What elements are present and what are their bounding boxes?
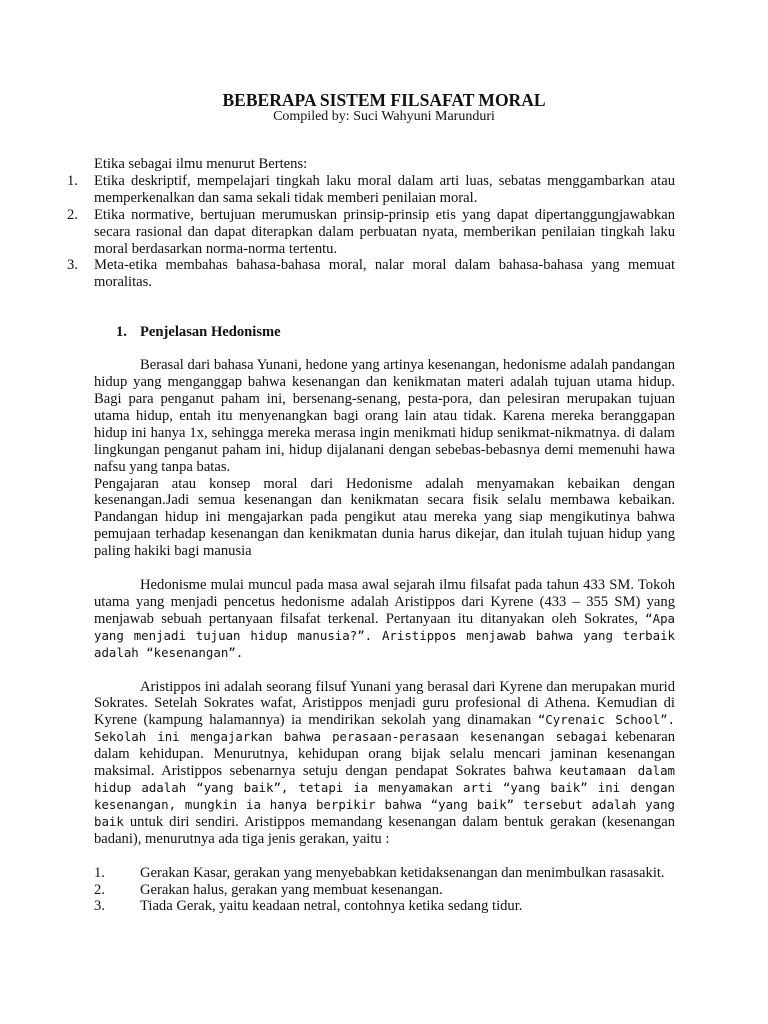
history-quote: “Apa yang menjadi tujuan hidup manusia?”. Aristippos menjawab bahwa yang terbaik adalah “kesenangan”.	[94, 610, 675, 660]
document-body	[67, 156, 676, 915]
list-text: Etika normative, bertujuan merumuskan prinsip-prinsip etis yang dapat dipertanggungjawabkan secara rasional dan dapat diterapkan dalam perbuatan nyata, memberikan penilaian tingkah laku moral berdasarkan norma-norma tertentu.	[94, 206, 675, 257]
paragraph-gap	[94, 662, 675, 679]
paragraph-hedonisme-history	[94, 577, 675, 662]
list-number: 3.	[67, 257, 78, 274]
aristippos-text-4: keutamaan dalam hidup adalah “yang baik”, tetapi ia menyamakan arti “yang baik” ini dengan kesenangan, mungkin ia hanya berpikir bahwa “yang baik” tersebut adalah yang baik	[94, 763, 675, 829]
document-title: BEBERAPA SISTEM FILSAFAT MORAL	[222, 90, 546, 110]
paragraph-hedonisme-concept: Pengajaran atau konsep moral dari Hedonisme adalah menyamakan kebaikan dengan kesenangan.Jadi semua kesenangan dan kenikmatan secara fisik selalu membawa kebaikan. Pandangan hidup ini mengajarkan pada pengikut atau mereka yang siap mengikutinya bahwa pemujaan terhadap kesenangan dan kenikmatan dunia harus dikejar, dan itulah tujuan hidup yang paling hakiki bagi manusia	[94, 475, 675, 560]
aristippos-text-2: “Cyrenaic School”. Sekolah ini mengajarkan bahwa perasaan-perasaan kesenangan sebagai	[94, 712, 676, 745]
section-heading	[94, 324, 675, 341]
list-number: 3.	[94, 898, 105, 915]
section-number: 1.	[116, 324, 127, 341]
paragraph-aristippos	[94, 679, 675, 848]
document-subtitle: Compiled by: Suci Wahyuni Marunduri	[273, 109, 495, 124]
list-number: 2.	[67, 206, 78, 223]
aristippos-text-5: untuk diri sendiri. Aristippos memandang kesenangan dalam bentuk gerakan (kesenangan badani), menurutnya ada tiga jenis gerakan, yaitu :	[94, 813, 675, 847]
aristippos-text-1: Aristippos ini adalah seorang filsuf Yunani yang berasal dari Kyrene dan merupakan murid Sokrates. Setelah Sokrates wafat, Aristippos menjadi guru profesional di Athena. Kemudian di Kyrene (kampung halamannya) ia mendirikan sekolah yang dinamakan	[94, 678, 675, 729]
list-item	[67, 257, 675, 291]
paragraph-gap	[94, 848, 675, 865]
list-number: 2.	[94, 881, 105, 898]
list-item	[67, 206, 675, 258]
list-item	[67, 172, 675, 207]
list-item	[94, 898, 675, 915]
list-text: Meta-etika membahas bahasa-bahasa moral, nalar moral dalam bahasa-bahasa yang memuat moralitas.	[94, 257, 675, 291]
list-number: 1.	[67, 172, 78, 189]
list-text: Gerakan halus, gerakan yang membuat kesenangan.	[140, 881, 443, 898]
list-text: Tiada Gerak, yaitu keadaan netral, contohnya ketika sedang tidur.	[140, 898, 523, 915]
history-text: Hedonisme mulai muncul pada masa awal sejarah ilmu filsafat pada tahun 433 SM. Tokoh utama yang menjadi pencetus hedonisme adalah Aristippos dari Kyrene (433 – 355 SM) yang menjawab sebuah pertanyaan filsafat terkenal. Pertanyaan itu ditanyakan oleh Sokrates,	[94, 577, 675, 627]
aristippos-text-3: kebenaran dalam kehidupan. Menurutnya, kehidupan orang bijak selalu mencari jaminan kesenangan maksimal. Aristippos sebenarnya setuju dengan pendapat Sokrates bahwa	[94, 729, 675, 780]
list-text: Etika deskriptif, mempelajari tingkah laku moral dalam arti luas, sebatas menggambarkan atau memperkenalkan dan sama sekali tidak memberi penilaian moral.	[94, 172, 675, 206]
etika-list	[67, 172, 675, 291]
list-number: 1.	[94, 864, 105, 881]
list-item	[94, 865, 675, 882]
intro-line: Etika sebagai ilmu menurut Bertens:	[94, 156, 308, 172]
list-text: Gerakan Kasar, gerakan yang menyebabkan ketidaksenangan dan menimbulkan rasasakit.	[140, 864, 665, 881]
list-item	[94, 882, 675, 899]
gerakan-list	[94, 865, 675, 916]
paragraph-gap	[94, 560, 675, 577]
paragraph-hedonisme-origin: Berasal dari bahasa Yunani, hedone yang artinya kesenangan, hedonisme adalah pandangan hidup yang menganggap bahwa kesenangan dan kenikmatan materi adalah tujuan utama hidup. Bagi para penganut paham ini, bersenang-senang, pesta-pora, dan pelesiran merupakan tujuan utama hidup, entah itu menyenangkan bagi orang lain atau tidak. Karena mereka beranggapan hidup ini hanya 1x, sehingga mereka merasa ingin menikmati hidup senikmat-nikmatnya. di dalam lingkungan penganut paham ini, hidup dijalanani dengan sebebas-bebasnya demi memenuhi hawa nafsu yang tanpa batas.	[94, 357, 675, 475]
section-title: Penjelasan Hedonisme	[140, 324, 281, 341]
